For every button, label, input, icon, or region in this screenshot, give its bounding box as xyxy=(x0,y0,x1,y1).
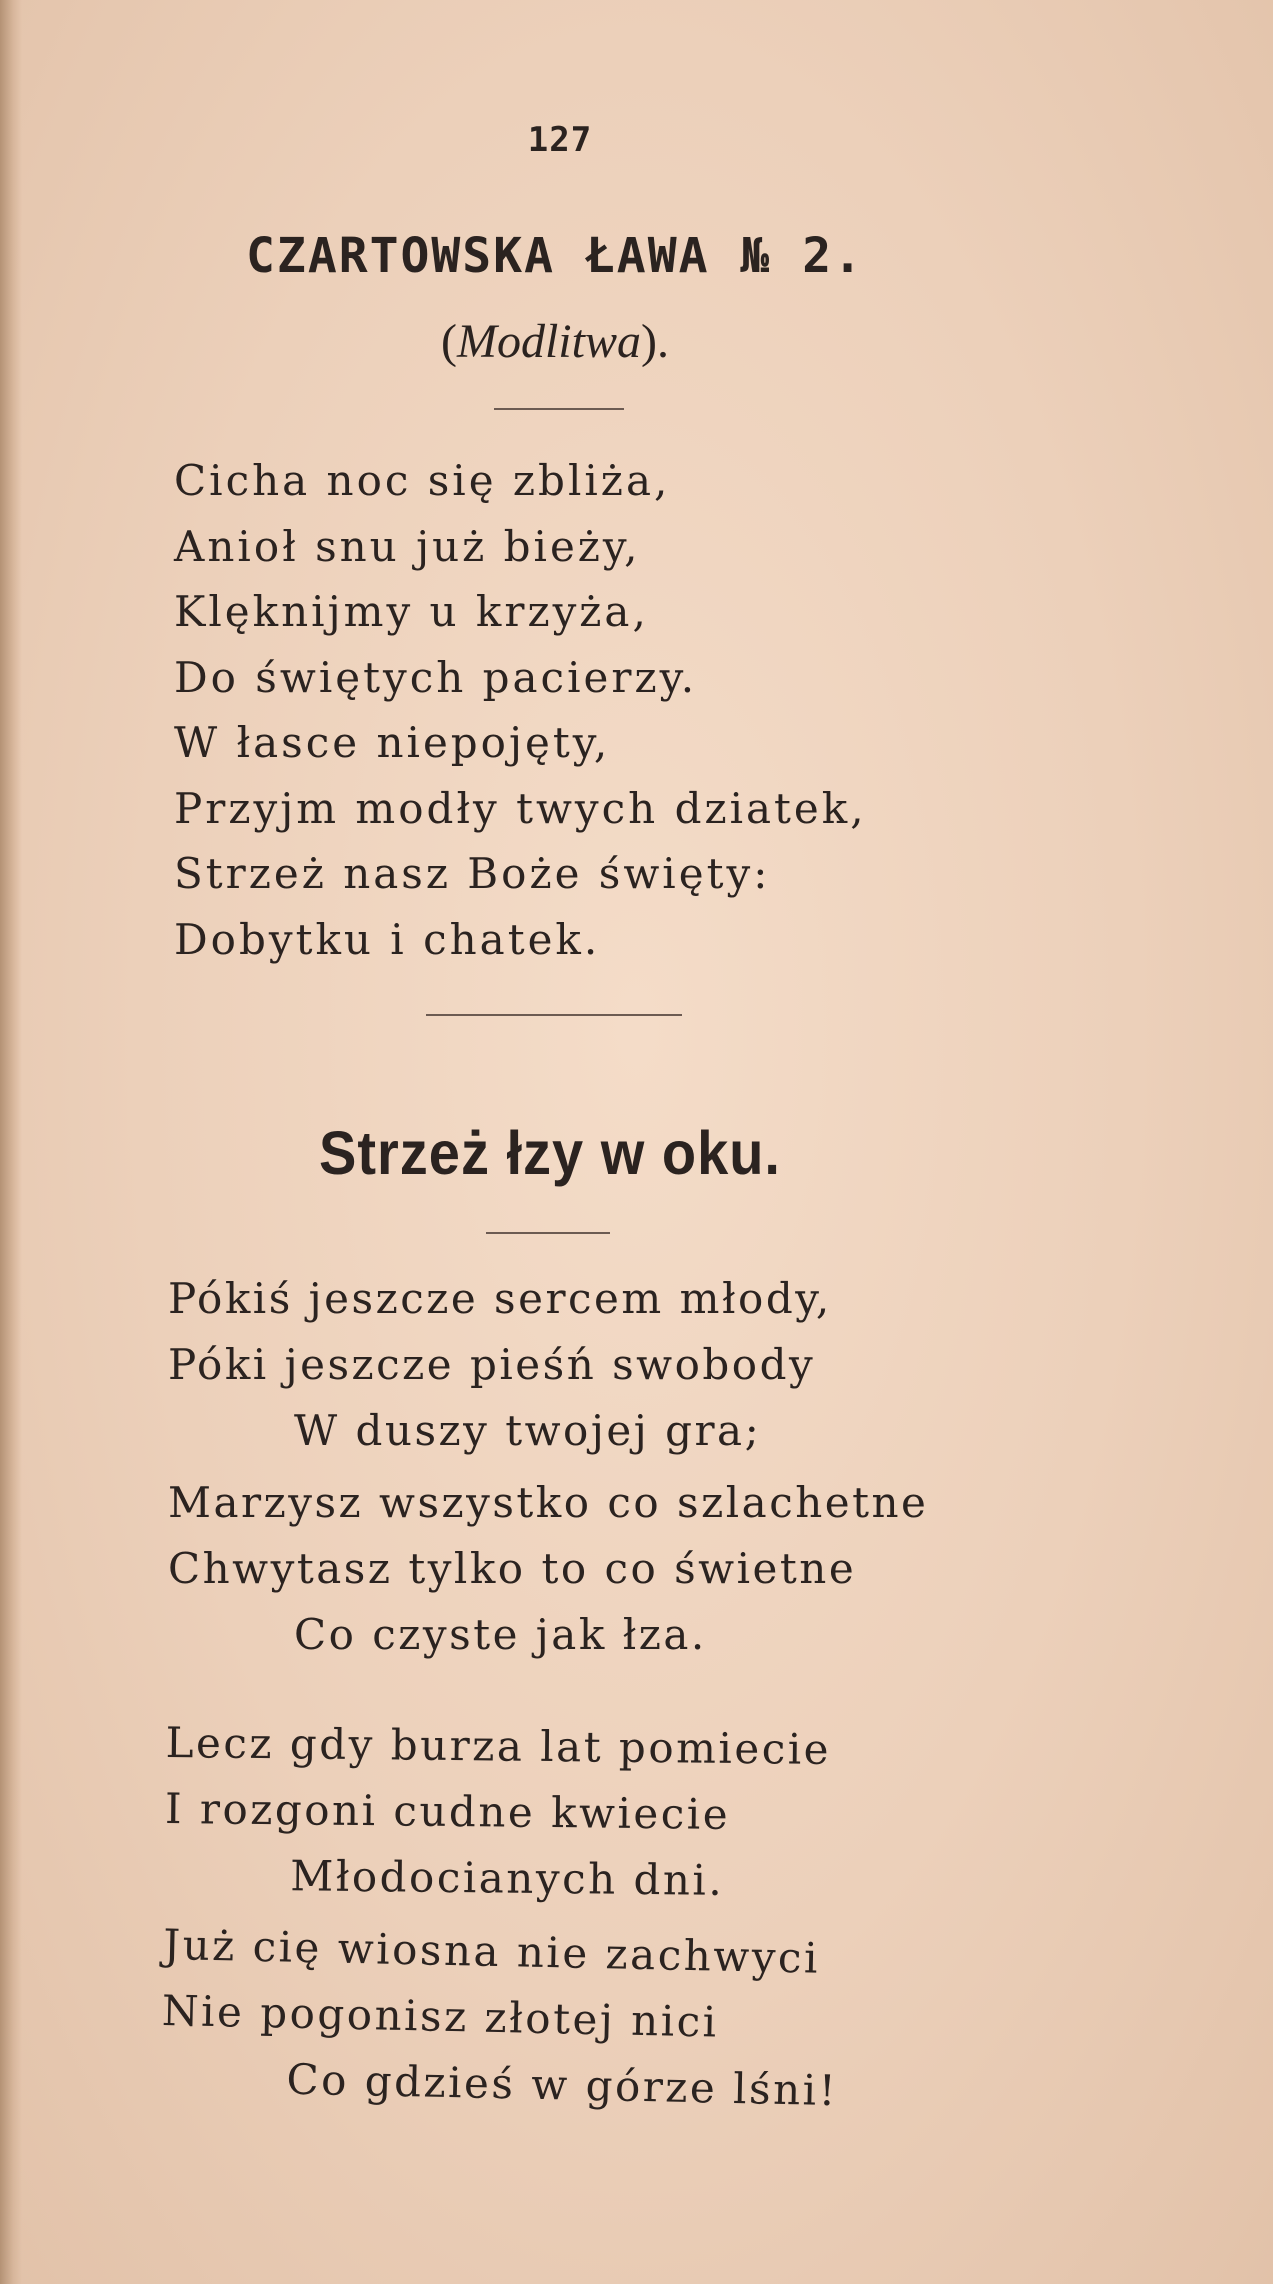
poem-line: Anioł snu już bieży, xyxy=(174,521,641,571)
poem-title-czartowska-lawa: CZARTOWSKA ŁAWA № 2. xyxy=(246,228,864,284)
stanza-2 xyxy=(168,1470,928,1668)
poem-title-strzez-lzy: Strzeż łzy w oku. xyxy=(319,1117,781,1188)
stanza-1 xyxy=(168,1266,832,1464)
poem-line: Lecz gdy burza lat pomiecie xyxy=(165,1717,832,1774)
subtitle-text: Modlitwa xyxy=(456,315,641,368)
poem-line: Przyjm modły twych dziatek, xyxy=(174,783,867,833)
poem-line: Chwytasz tylko to co świetne xyxy=(168,1544,857,1593)
poem-line: Pókiś jeszcze sercem młody, xyxy=(168,1274,832,1323)
poem-line: Póki jeszcze pieśń swobody xyxy=(168,1340,816,1389)
stanza-3 xyxy=(164,1710,831,1915)
poem-line: Nie pogonisz złotej nici xyxy=(161,1985,720,2047)
page-number: 127 xyxy=(527,120,593,160)
divider-rule xyxy=(486,1232,610,1234)
subtitle-open-paren: ( xyxy=(441,315,457,368)
poem-line: Marzysz wszystko co szlachetne xyxy=(168,1478,929,1527)
poem-line: Cicha noc się zbliża, xyxy=(174,456,671,505)
poem-line: Klęknijmy u krzyża, xyxy=(174,587,649,636)
subtitle-close-paren: ). xyxy=(641,315,669,368)
poem-line: Strzeż nasz Boże święty: xyxy=(174,849,771,898)
poem-subtitle xyxy=(0,314,1110,369)
section-divider-rule xyxy=(426,1014,682,1016)
poem-body-modlitwa xyxy=(174,448,867,972)
poem-line: Już cię wiosna nie zachwyci xyxy=(162,1919,821,1983)
poem-line-indented: Młodocianych dni. xyxy=(290,1851,725,1905)
poem-line: I rozgoni cudne kwiecie xyxy=(164,1783,731,1839)
stanza-4 xyxy=(160,1912,842,2124)
poem-line: Dobytku i chatek. xyxy=(174,914,601,964)
poem-line: W łasce niepojęty, xyxy=(174,718,611,767)
poem-line-indented: W duszy twojej gra; xyxy=(294,1406,762,1455)
poem-line-indented: Co czyste jak łza. xyxy=(294,1610,707,1659)
poem-line-indented: Co gdzieś w górze lśni! xyxy=(286,2054,839,2116)
poem-line: Do świętych pacierzy. xyxy=(174,652,698,702)
divider-rule xyxy=(494,408,624,410)
